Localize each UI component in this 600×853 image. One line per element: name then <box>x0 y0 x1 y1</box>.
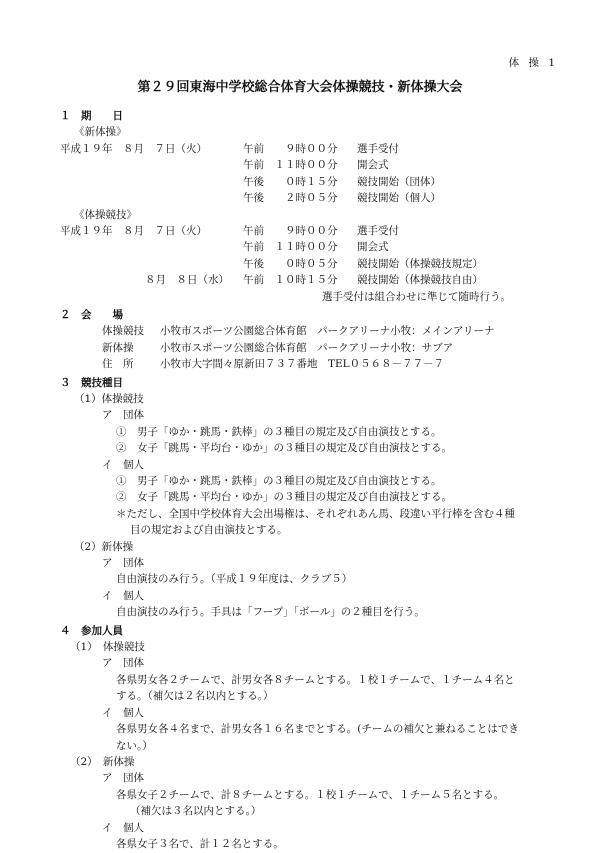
item-heading: ア 団体 <box>102 409 144 422</box>
schedule-event: 競技開始（個人） <box>357 192 441 205</box>
rule-text: 各県男女各４名まで、計男女各１６名までとする。(チームの補欠と兼ねることはでき <box>116 723 519 736</box>
schedule-time: 午前 ９時００分 <box>243 224 338 237</box>
schedule-event: 競技開始（体操競技規定） <box>357 257 483 270</box>
venue-label: 新体操 <box>102 341 134 354</box>
rule-text: 各県女子３名で、計１２名とする。 <box>116 838 284 850</box>
venue-text: 小牧市大字間々原新田７３７番地 TEL０５６８－７７－７ <box>160 358 445 371</box>
rule-text: 自由演技のみ行う。手具は「フープ」「ボール」の２種目を行う。 <box>116 606 425 619</box>
subsection-heading: （1） 体操競技 <box>70 641 145 653</box>
schedule-note: 選手受付は組合わせに準じて随時行う。 <box>322 290 511 303</box>
rule-text: する。（補欠は２名以内とする。） <box>116 690 274 703</box>
section-4-heading: ４ 参加人員 <box>60 624 123 637</box>
schedule-time: 午後 ２時０５分 <box>243 192 338 205</box>
rule-text: ない。） <box>116 739 153 752</box>
rhythmic-date: 平成１９年 ８月 ７日（火） <box>60 142 207 155</box>
schedule-event: 競技開始（体操競技自由） <box>357 274 483 287</box>
schedule-time: 午後 ０時０５分 <box>243 257 338 270</box>
venue-label: 体操競技 <box>102 325 144 338</box>
note-text: ＊ただし、全国中学校体育大会出場権は、それぞれあん馬、段違い平行棒を含む４種 <box>116 507 515 520</box>
schedule-event: 開会式 <box>357 241 389 254</box>
rule-text: 自由演技のみ行う。（平成１９年度は、クラブ５） <box>116 573 353 586</box>
page-id: 体 操 1 <box>508 57 558 69</box>
schedule-time: 午前 １０時１５分 <box>243 274 338 287</box>
schedule-event: 選手受付 <box>357 224 399 237</box>
item-heading: イ 個人 <box>102 706 144 719</box>
venue-text: 小牧市スポーツ公園総合体育館 パークアリーナ小牧：メインアリーナ <box>160 325 495 338</box>
schedule-time: 午前 ９時００分 <box>243 142 338 155</box>
schedule-event: 選手受付 <box>357 142 399 155</box>
item-heading: イ 個人 <box>102 589 144 602</box>
venue-label: 住 所 <box>102 358 134 371</box>
rule-text: ② 女子「跳馬・平均台・ゆか」の３種目の規定及び自由演技とする。 <box>116 491 452 504</box>
rhythmic-label: 《新体操》 <box>74 126 127 139</box>
subsection-heading: （2）新体操 <box>74 540 134 553</box>
schedule-time: 午前 １１時００分 <box>243 159 338 172</box>
schedule-time: 午前 １１時００分 <box>243 241 338 254</box>
schedule-time: 午後 ０時１５分 <box>243 175 338 188</box>
artistic-date: 平成１９年 ８月 ７日（火） <box>60 224 207 237</box>
item-heading: イ 個人 <box>102 458 144 471</box>
page-title: 第２９回東海中学校総合体育大会体操競技・新体操大会 <box>137 80 463 95</box>
rule-text: 各県女子２チームで、計８チームとする。１校１チームで、１チーム５名とする。 <box>116 788 505 801</box>
rule-text: 各県男女各２チームで、計男女各８チームとする。１校１チームで、１チーム４名と <box>116 673 515 686</box>
section-1-heading: １ 期 日 <box>60 110 123 122</box>
schedule-event: 競技開始（団体） <box>357 175 441 188</box>
item-heading: ア 団体 <box>102 557 144 569</box>
subsection-heading: （1）体操競技 <box>74 392 144 405</box>
subsection-heading: （2） 新体操 <box>70 755 135 768</box>
rule-text: ① 男子「ゆか・跳馬・鉄棒」の３種目の規定及び自由演技とする。 <box>116 425 442 438</box>
section-3-heading: ３ 競技種目 <box>60 376 123 389</box>
item-heading: ア 団体 <box>102 657 144 670</box>
venue-text: 小牧市スポーツ公園総合体育館 パークアリーナ小牧：サブア <box>160 341 454 354</box>
artistic-label: 《体操競技》 <box>74 208 137 221</box>
rule-text: ② 女子「跳馬・平均台・ゆか」の３種目の規定及び自由演技とする。 <box>116 442 452 455</box>
rule-text: ① 男子「ゆか・跳馬・鉄棒」の３種目の規定及び自由演技とする。 <box>116 475 442 487</box>
item-heading: ア 団体 <box>102 772 144 785</box>
artistic-date: ８月 ８日（水） <box>145 274 229 287</box>
section-2-heading: ２ 会 場 <box>60 308 123 321</box>
rule-text: （補欠は３名以内とする。） <box>130 805 262 818</box>
schedule-event: 開会式 <box>357 159 389 172</box>
note-text: 目の規定および自由演技とする。 <box>130 524 288 537</box>
item-heading: イ 個人 <box>102 821 144 834</box>
